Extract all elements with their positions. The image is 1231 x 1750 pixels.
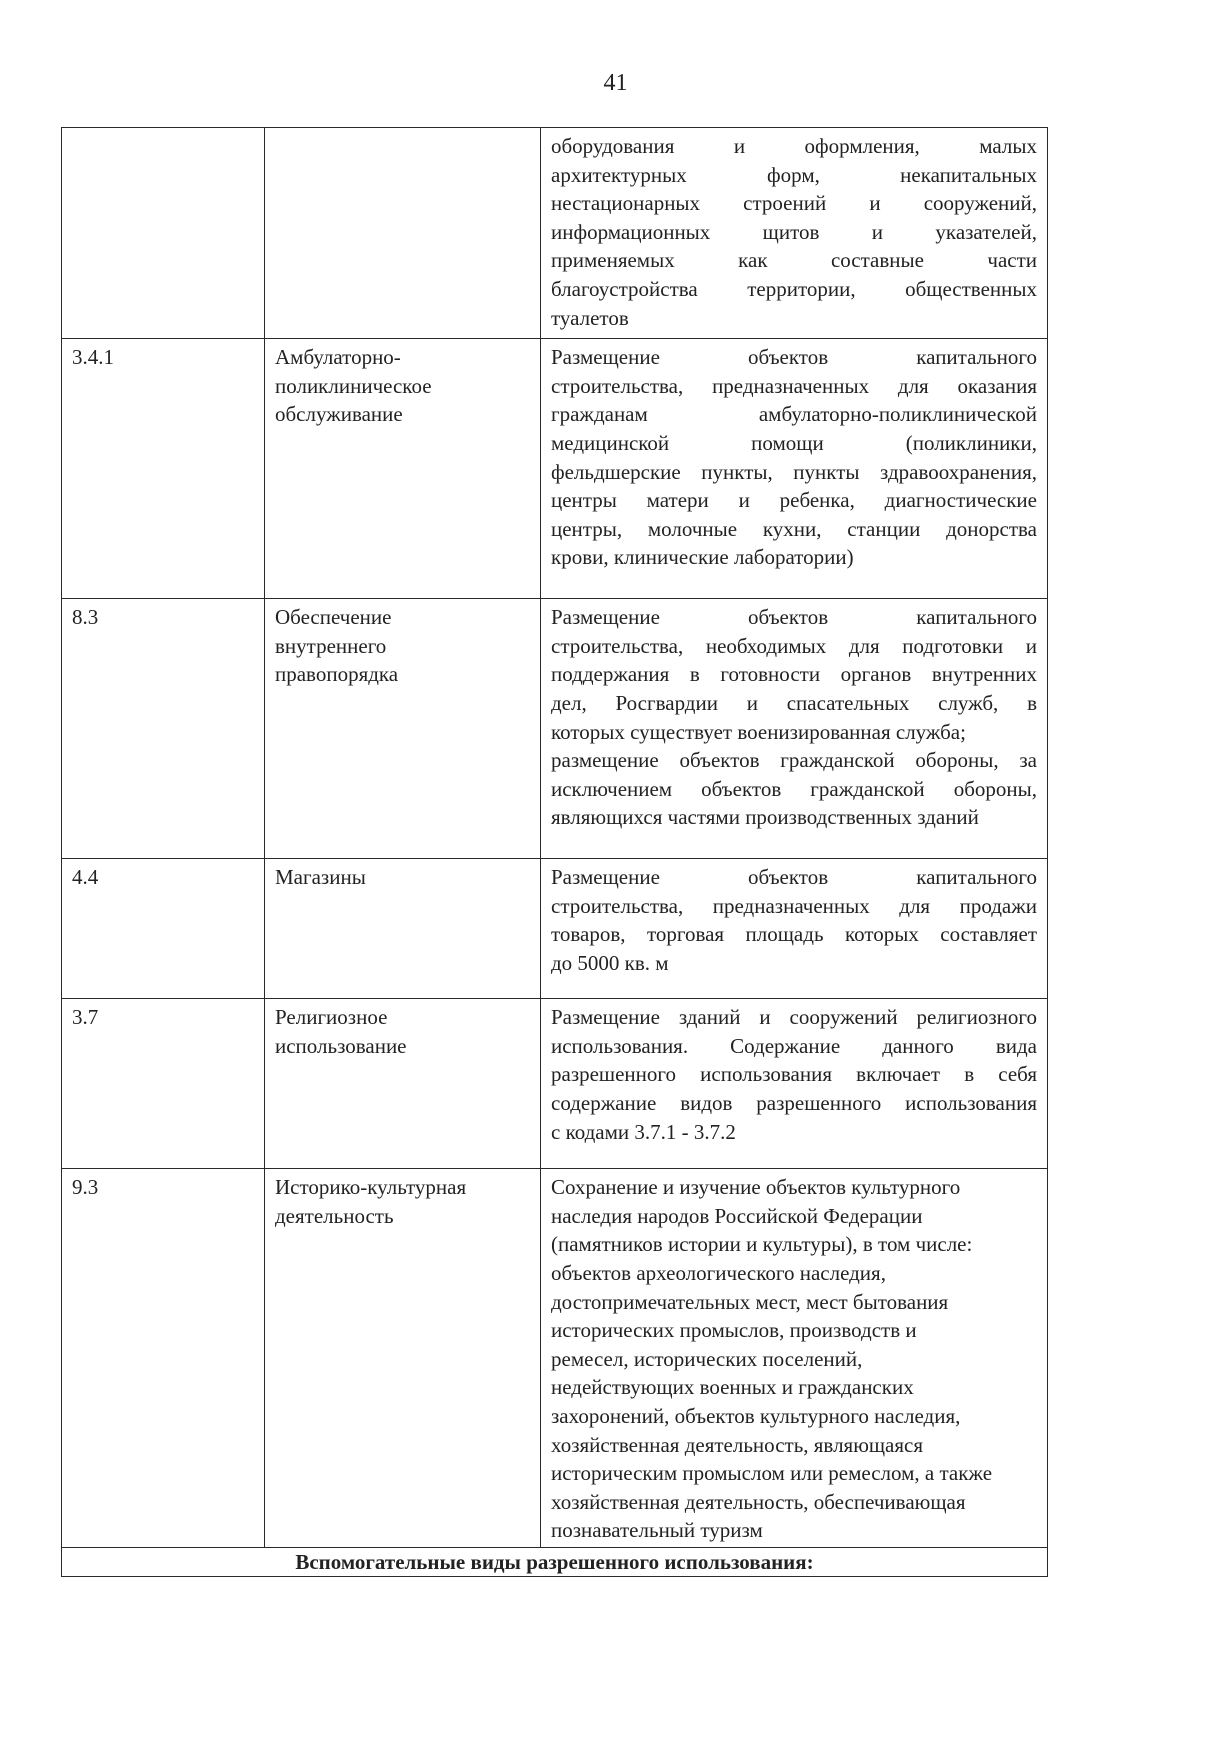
row-description-cell: Сохранение и изучение объектов культурного наследия народов Российской Федерации (памятников истории и культуры), в том числе: объектов археологического наследия, достопримечательных мест, мест бытования исторических промыслов, производств и ремесел, исторических поселений, недействующих военных и гражданских захоронений, объектов культурного наследия, хозяйственная деятельность, являющаяся историческим промыслом или ремеслом, а также хозяйственная деятельность, обеспечивающая познавательный туризм (541, 1169, 1048, 1548)
description-line: строительства, необходимых для подготовки и (551, 633, 1037, 658)
description-line: с кодами 3.7.1 - 3.7.2 (551, 1119, 736, 1144)
row-name-cell (265, 128, 541, 339)
table-row (62, 128, 1048, 339)
row-name-cell: Амбулаторно- поликлиническое обслуживание (265, 339, 541, 599)
description-line: фельдшерские пункты, пункты здравоохранения, (551, 459, 1037, 484)
description-line: размещение объектов гражданской обороны, за (551, 748, 1037, 773)
description-line: Размещение объектов капитального (551, 865, 1037, 890)
table-row (62, 999, 1048, 1169)
row-name-cell: Историко-культурная деятельность (265, 1169, 541, 1548)
description-line: центры матери и ребенка, диагностические (551, 488, 1037, 513)
description-line: до 5000 кв. м (551, 950, 669, 975)
description-line: использования. Содержание данного вида (551, 1033, 1037, 1058)
table-row (62, 1169, 1048, 1548)
row-code-cell: 3.7 (62, 999, 265, 1169)
description-line: Размещение объектов капитального (551, 345, 1037, 370)
row-description-cell (541, 859, 1048, 999)
description-line: крови, клинические лаборатории) (551, 545, 854, 570)
row-description-cell (541, 999, 1048, 1169)
row-code-cell: 9.3 (62, 1169, 265, 1548)
description-line: поддержания в готовности органов внутренних (551, 662, 1037, 687)
row-description-cell (541, 599, 1048, 859)
description-line: строительства, предназначенных для продажи (551, 893, 1037, 918)
table-row (62, 599, 1048, 859)
row-description-cell (541, 128, 1048, 339)
row-code-cell (62, 128, 265, 339)
row-description-cell (541, 339, 1048, 599)
description-line: строительства, предназначенных для оказания (551, 373, 1037, 398)
description-line: Размещение зданий и сооружений религиозного (551, 1005, 1037, 1030)
row-name-cell: Магазины (265, 859, 541, 999)
description-line: информационных щитов и указателей, (551, 219, 1037, 244)
description-line: исключением объектов гражданской обороны, (551, 776, 1037, 801)
description-line: нестационарных строений и сооружений, (551, 191, 1037, 216)
auxiliary-uses-heading: Вспомогательные виды разрешенного использования: (62, 1547, 1048, 1576)
description-line: Размещение объектов капитального (551, 605, 1037, 630)
description-line: дел, Росгвардии и спасательных служб, в (551, 690, 1037, 715)
row-code-cell: 3.4.1 (62, 339, 265, 599)
table-row (62, 859, 1048, 999)
description-line: которых существует военизированная служба; (551, 719, 966, 744)
description-line: содержание видов разрешенного использования (551, 1090, 1037, 1115)
description-line: оборудования и оформления, малых (551, 134, 1037, 158)
land-use-table (61, 127, 1048, 1577)
description-line: товаров, торговая площадь которых составляет (551, 922, 1037, 947)
row-code-cell: 4.4 (62, 859, 265, 999)
description-line: медицинской помощи (поликлиники, (551, 430, 1037, 455)
table-row (62, 1547, 1048, 1576)
description-line: туалетов (551, 305, 629, 330)
description-line: являющихся частями производственных зданий (551, 805, 979, 830)
description-line: разрешенного использования включает в себя (551, 1062, 1037, 1087)
description-line: гражданам амбулаторно-поликлинической (551, 402, 1037, 427)
page-number: 41 (603, 70, 628, 96)
description-line: архитектурных форм, некапитальных (551, 162, 1037, 187)
row-code-cell: 8.3 (62, 599, 265, 859)
row-name-cell: Религиозное использование (265, 999, 541, 1169)
description-line: центры, молочные кухни, станции донорства (551, 516, 1037, 541)
description-line: применяемых как составные части (551, 248, 1037, 273)
table-row (62, 339, 1048, 599)
row-name-cell: Обеспечение внутреннего правопорядка (265, 599, 541, 859)
description-line: благоустройства территории, общественных (551, 276, 1037, 301)
